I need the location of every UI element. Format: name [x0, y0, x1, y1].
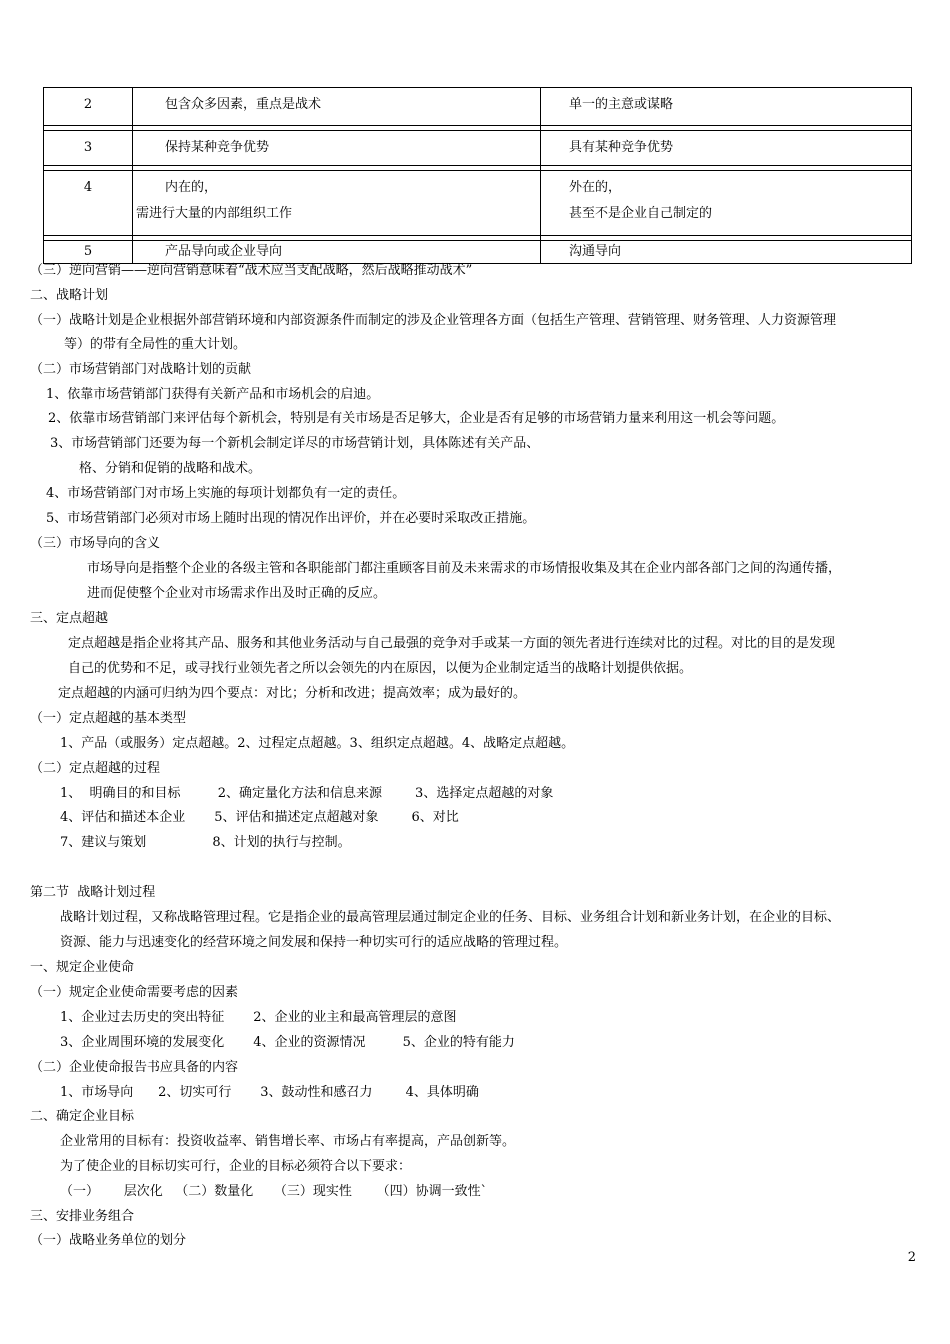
table-cell-left: 产品导向或企业导向	[133, 241, 541, 264]
paragraph-line: 进而促使整个企业对市场需求作出及时正确的反应。	[87, 586, 387, 601]
table-cell-left: 保持某种竞争优势	[133, 131, 541, 166]
table-row	[44, 241, 912, 264]
page-number: 2	[907, 1250, 916, 1265]
table-cell-right: 外在的， 甚至不是企业自己制定的	[541, 171, 912, 236]
subheading: （二）市场营销部门对战略计划的贡献	[30, 362, 252, 377]
table-cell-right: 单一的主意或谋略	[541, 88, 912, 126]
paragraph-line: 定点超越的内涵可归纳为四个要点：对比；分析和改进；提高效率；成为最好的。	[58, 686, 527, 701]
table-row	[44, 88, 912, 126]
list-item: 4、市场营销部门对市场上实施的每项计划都负有一定的责任。	[46, 486, 406, 501]
list-item: 1、市场导向 2、切实可行 3、鼓动性和感召力 4、具体明确	[60, 1085, 479, 1100]
paragraph-line: 为了使企业的目标切实可行，企业的目标必须符合以下要求：	[60, 1159, 412, 1174]
table-cell-left: 内在的， 需进行大量的内部组织工作	[133, 171, 541, 236]
list-item: 1、企业过去历史的突出特征 2、企业的业主和最高管理层的意图	[60, 1010, 457, 1025]
subheading: （一）规定企业使命需要考虑的因素	[30, 985, 239, 1000]
heading: 三、安排业务组合	[30, 1209, 135, 1224]
table-cell-right: 沟通导向	[541, 241, 912, 264]
comparison-table	[43, 87, 912, 264]
paragraph-line: 企业常用的目标有：投资收益率、销售增长率、市场占有率提高，产品创新等。	[60, 1134, 516, 1149]
list-item: 5、市场营销部门必须对市场上随时出现的情况作出评价，并在必要时采取改正措施。	[46, 511, 536, 526]
table-cell-num: 3	[44, 131, 133, 166]
list-item: 1、依靠市场营销部门获得有关新产品和市场机会的启迪。	[46, 387, 380, 402]
heading-benchmarking: 三、定点超越	[30, 611, 109, 626]
list-item: （一） 层次化 （二）数量化 （三）现实性 （四）协调一致性`	[60, 1184, 488, 1199]
list-item: 7、建议与策划 8、计划的执行与控制。	[60, 835, 351, 850]
table-cell-num: 5	[44, 241, 133, 264]
list-item-continued: 格、分销和促销的战略和战术。	[79, 461, 262, 476]
list-item: 1、 明确目的和目标 2、确定量化方法和信息来源 3、选择定点超越的对象	[60, 786, 554, 801]
paragraph-line: 战略计划过程，又称战略管理过程。它是指企业的最高管理层通过制定企业的任务、目标、业务组合计划和新业务计划，在企业的目标、	[60, 910, 841, 925]
paragraph-line: 等）的带有全局性的重大计划。	[64, 337, 247, 352]
subheading: （一）定点超越的基本类型	[30, 711, 187, 726]
list-item: 3、市场营销部门还要为每一个新机会制定详尽的市场营销计划，具体陈述有关产品、	[50, 436, 540, 451]
subheading: （一）战略业务单位的划分	[30, 1233, 187, 1248]
subheading: （三）市场导向的含义	[30, 536, 161, 551]
table-cell-num: 2	[44, 88, 133, 126]
paragraph-line: 资源、能力与迅速变化的经营环境之间发展和保持一种切实可行的适应战略的管理过程。	[60, 935, 568, 950]
heading-strategic-plan: 二、战略计划	[30, 288, 109, 303]
table-row	[44, 171, 912, 236]
section-heading: 第二节 战略计划过程	[30, 885, 156, 900]
heading: 一、规定企业使命	[30, 960, 135, 975]
table-cell-num: 4	[44, 171, 133, 236]
table-cell-right: 具有某种竞争优势	[541, 131, 912, 166]
subheading: （二）定点超越的过程	[30, 761, 161, 776]
list-item: 2、依靠市场营销部门来评估每个新机会，特别是有关市场是否足够大，企业是否有足够的市场营销力量来利用这一机会等问题。	[48, 411, 785, 426]
table-row	[44, 131, 912, 166]
paragraph-line: （一）战略计划是企业根据外部营销环境和内部资源条件而制定的涉及企业管理各方面（包括生产管理、营销管理、财务管理、人力资源管理	[30, 313, 837, 328]
subheading: （二）企业使命报告书应具备的内容	[30, 1060, 239, 1075]
paragraph-line: 定点超越是指企业将其产品、服务和其他业务活动与自己最强的竞争对手或某一方面的领先者进行连续对比的过程。对比的目的是发现	[68, 636, 836, 651]
list-item: 4、评估和描述本企业 5、评估和描述定点超越对象 6、对比	[60, 810, 459, 825]
heading: 二、确定企业目标	[30, 1109, 135, 1124]
paragraph-line: 自己的优势和不足，或寻找行业领先者之所以会领先的内在原因，以便为企业制定适当的战略计划提供依据。	[68, 661, 693, 676]
section-heading-reverse-marketing: （三）逆向营销——逆向营销意味着“战术应当支配战略，然后战略推动战术”	[30, 263, 473, 278]
list-item: 3、企业周围环境的发展变化 4、企业的资源情况 5、企业的特有能力	[60, 1035, 515, 1050]
paragraph-line: 市场导向是指整个企业的各级主管和各职能部门都注重顾客目前及未来需求的市场情报收集及其在企业内部各部门之间的沟通传播，	[87, 561, 842, 576]
list-item: 1、产品（或服务）定点超越。2、过程定点超越。3、组织定点超越。4、战略定点超越。	[60, 736, 575, 751]
table-cell-left: 包含众多因素，重点是战术	[133, 88, 541, 126]
